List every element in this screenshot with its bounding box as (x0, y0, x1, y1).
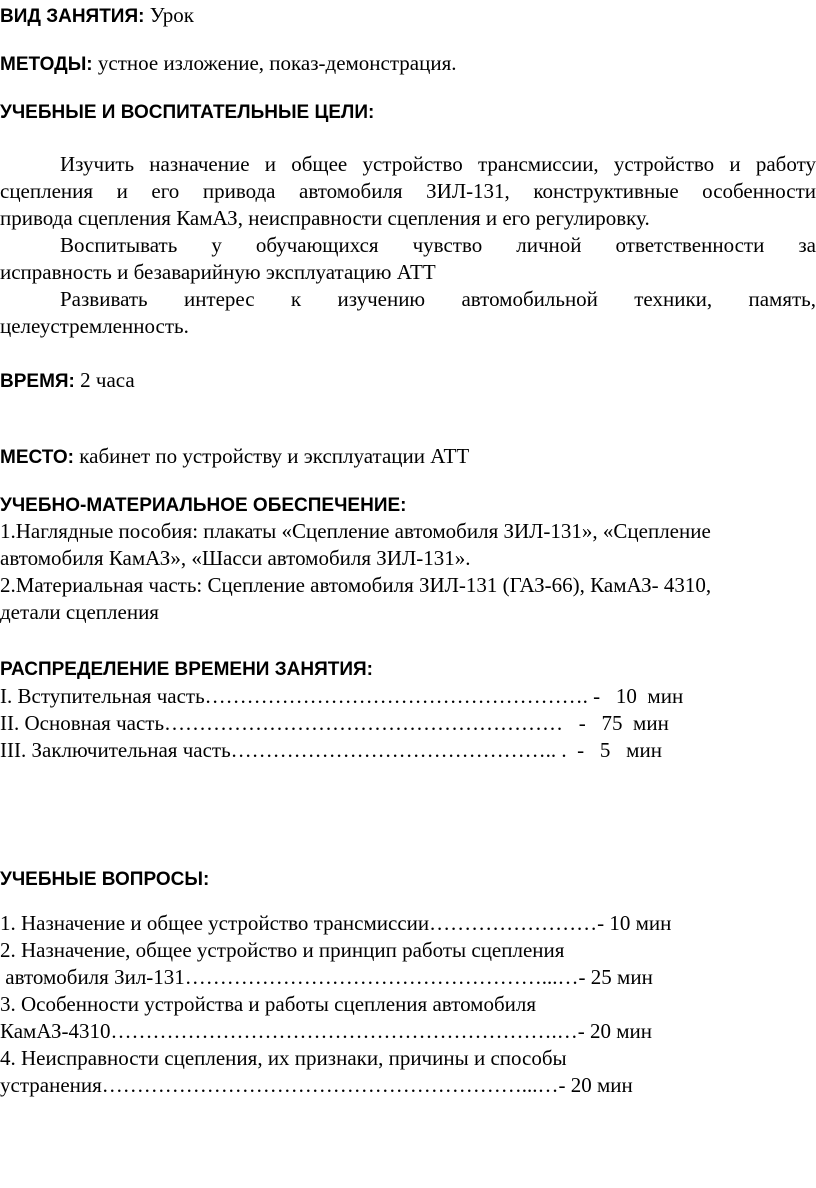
goals-p1-line-3: привода сцепления КамАЗ, неисправности сцепления и его регулировку. (0, 206, 650, 230)
methods-line (0, 50, 816, 78)
schedule-row: II. Основная часть………………………………………………… - 75 мин (0, 711, 669, 735)
materials-item2-line-1: 2.Материальная часть: Сцепление автомобиля ЗИЛ-131 (ГАЗ-66), КамАЗ- 4310, (0, 573, 712, 597)
goals-p1-line-1: Изучить назначение и общее устройство трансмиссии, устройство и работу (60, 152, 816, 176)
goals-p2-line-2: исправность и безаварийную эксплуатацию АТТ (0, 260, 436, 284)
materials-heading: УЧЕБНО-МАТЕРИАЛЬНОЕ ОБЕСПЕЧЕНИЕ: (0, 495, 407, 516)
question-line: 1. Назначение и общее устройство трансмиссии……………………- 10 мин (0, 911, 672, 935)
lesson-type-label: ВИД ЗАНЯТИЯ: (0, 6, 145, 27)
schedule-heading: РАСПРЕДЕЛЕНИЕ ВРЕМЕНИ ЗАНЯТИЯ: (0, 659, 373, 680)
time-line (0, 367, 816, 395)
lesson-type-line (0, 2, 816, 30)
time-label: ВРЕМЯ: (0, 371, 75, 392)
questions-heading: УЧЕБНЫЕ ВОПРОСЫ: (0, 869, 210, 890)
question-line: 3. Особенности устройства и работы сцепления автомобиля (0, 992, 537, 1016)
schedule-row: I. Вступительная часть………………………………………………. - 10 мин (0, 684, 684, 708)
place-label: МЕСТО: (0, 447, 74, 468)
goals-p1-line-2: сцепления и его привода автомобиля ЗИЛ-131, конструктивные особенности (0, 179, 816, 203)
question-line: 2. Назначение, общее устройство и принцип работы сцепления (0, 938, 565, 962)
materials-item2-line-2: детали сцепления (0, 600, 159, 624)
schedule-row: III. Заключительная часть……………………………………….. . - 5 мин (0, 738, 662, 762)
place-line (0, 443, 816, 471)
goals-p3-line-1: Развивать интерес к изучению автомобильной техники, память, (60, 287, 816, 311)
methods-value: устное изложение, показ-демонстрация. (97, 51, 457, 75)
materials-item1-line-1: 1.Наглядные пособия: плакаты «Сцепление автомобиля ЗИЛ-131», «Сцепление (0, 519, 711, 543)
place-value: кабинет по устройству и эксплуатации АТТ (79, 444, 470, 468)
lesson-type-value: Урок (149, 3, 194, 27)
question-line: 4. Неисправности сцепления, их признаки, причины и способы (0, 1046, 567, 1070)
question-line: КамАЗ-4310……………………………………………………….…- 20 мин (0, 1019, 653, 1043)
goals-p2-line-1: Воспитывать у обучающихся чувство личной ответственности за (60, 233, 816, 257)
question-line: устранения……………………………………………………...…- 20 мин (0, 1073, 633, 1097)
goals-heading: УЧЕБНЫЕ И ВОСПИТАТЕЛЬНЫЕ ЦЕЛИ: (0, 102, 375, 123)
question-line: автомобиля Зил-131……………………………………………...…- 25 мин (0, 965, 653, 989)
methods-label: МЕТОДЫ: (0, 54, 93, 75)
materials-item1-line-2: автомобиля КамАЗ», «Шасси автомобиля ЗИЛ-131». (0, 546, 471, 570)
time-value: 2 часа (80, 368, 135, 392)
goals-p3-line-2: целеустремленность. (0, 314, 189, 338)
